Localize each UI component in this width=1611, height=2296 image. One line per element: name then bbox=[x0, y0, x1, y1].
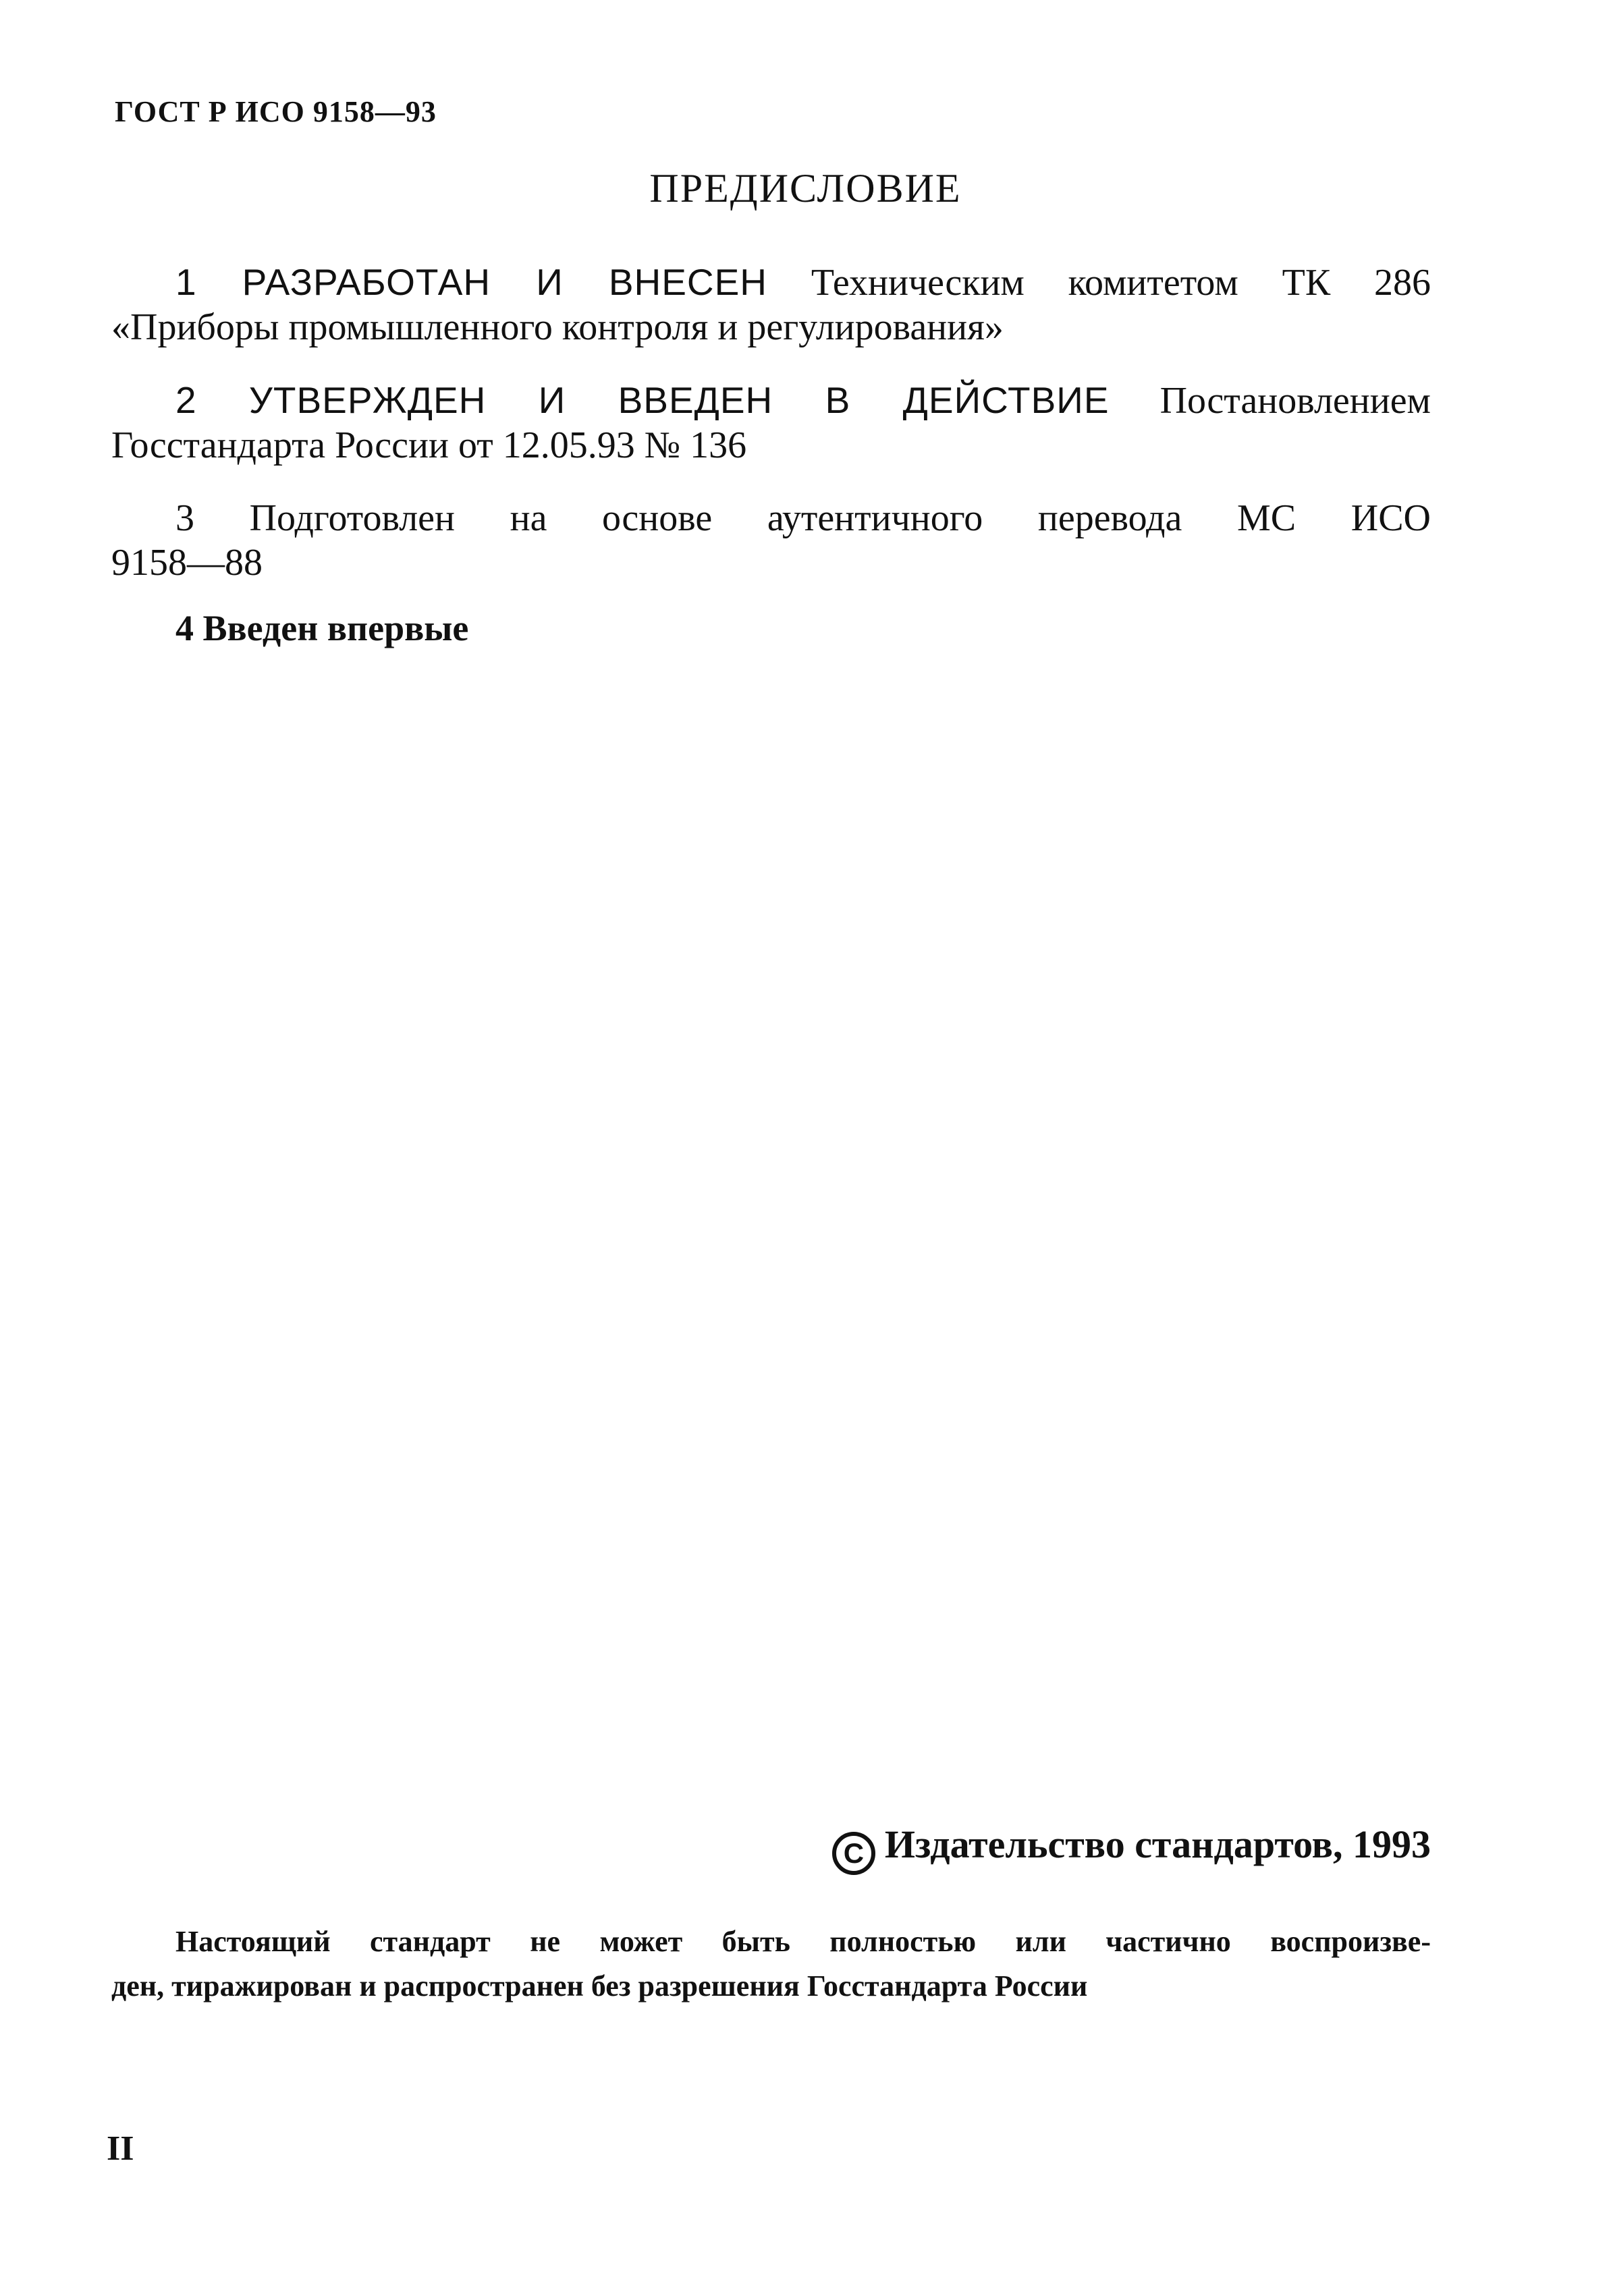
copyright-text: Издательство стандартов, 1993 bbox=[884, 1822, 1431, 1866]
foreword-item-3-line-2: 9158—88 bbox=[111, 542, 263, 584]
foreword-item-3-line-1 bbox=[111, 496, 1431, 540]
reproduction-notice-line-1: Настоящий стандарт не может быть полностью или частично воспроизве- bbox=[175, 1925, 1431, 1958]
page-title: ПРЕДИСЛОВИЕ bbox=[649, 166, 962, 211]
reproduction-notice-line-2: ден, тиражирован и распространен без разрешения Госстандарта России bbox=[111, 1969, 1088, 2003]
foreword-item-2-line-1-rest: Постановлением bbox=[1109, 380, 1431, 422]
foreword-item-2-lead: 2 УТВЕРЖДЕН И ВВЕДЕН В ДЕЙСТВИЕ bbox=[175, 379, 1110, 421]
foreword-item-1 bbox=[111, 260, 1431, 349]
foreword-item-1-lead: 1 РАЗРАБОТАН И ВНЕСЕН bbox=[175, 261, 768, 303]
foreword-item-2-line-1 bbox=[111, 378, 1431, 423]
foreword-item-3-line-1-text: 3 Подготовлен на основе аутентичного перевода МС ИСО bbox=[175, 497, 1431, 539]
copyright-line bbox=[832, 1822, 1431, 1875]
foreword-item-4: 4 Введен впервые bbox=[175, 608, 469, 648]
reproduction-notice bbox=[111, 1920, 1431, 2009]
page-number: II bbox=[107, 2129, 134, 2168]
foreword-item-2 bbox=[111, 378, 1431, 468]
copyright-icon: C bbox=[832, 1832, 875, 1875]
foreword-item-1-line-1-rest: Техническим комитетом ТК 286 bbox=[767, 262, 1431, 304]
foreword-item-3 bbox=[111, 496, 1431, 585]
document-code: ГОСТ Р ИСО 9158—93 bbox=[115, 95, 437, 128]
foreword-item-2-line-2: Госстандарта России от 12.05.93 № 136 bbox=[111, 424, 747, 466]
foreword-item-1-line-1 bbox=[111, 260, 1431, 305]
foreword-item-1-line-2: «Приборы промышленного контроля и регулирования» bbox=[111, 306, 1004, 348]
